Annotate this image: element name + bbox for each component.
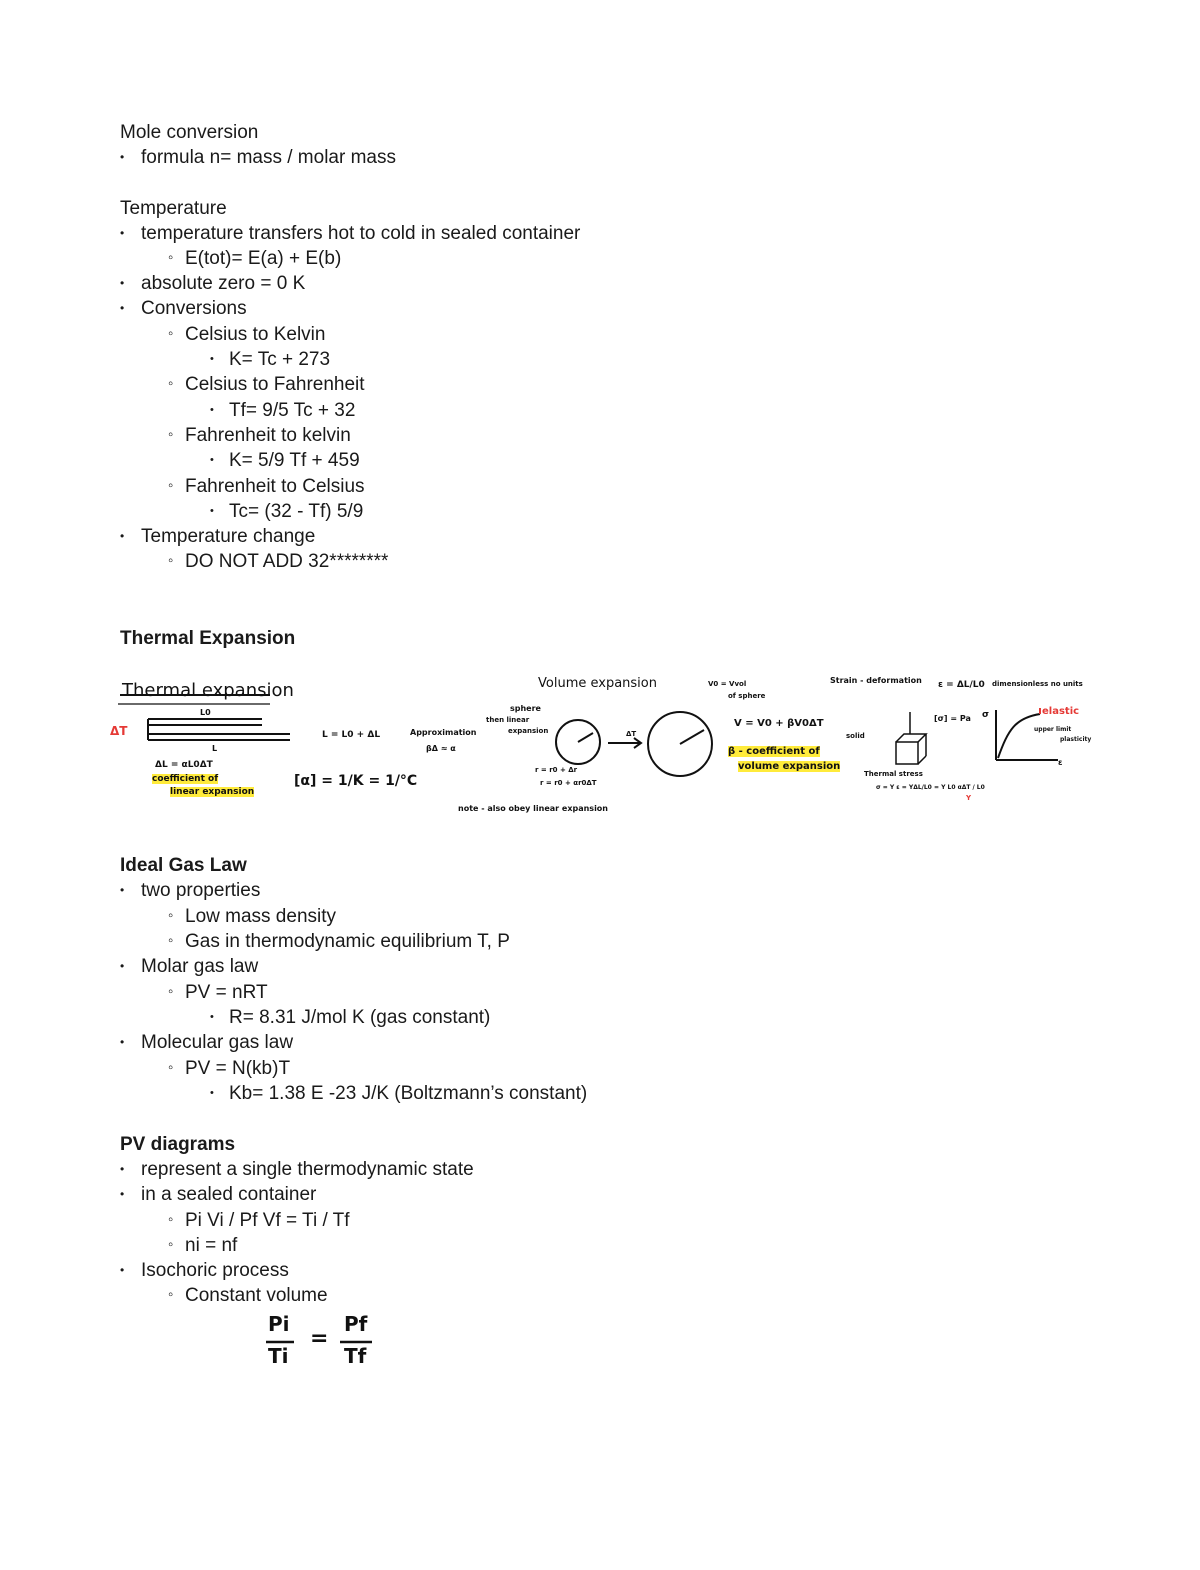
list-item: • Isochoric process (141, 1258, 289, 1283)
list-item: • R= 8.31 J/mol K (gas constant) (229, 1005, 490, 1030)
sketch-solid: solid (846, 732, 865, 740)
list-item: ◦ Celsius to Fahrenheit (185, 372, 365, 397)
sketch-sphere: sphere (510, 704, 541, 713)
sketch-sphere3: expansion (508, 727, 549, 735)
sketch-plastic2: plasticity (1060, 736, 1092, 743)
list-item: ◦ Low mass density (185, 904, 336, 929)
sketch-eq1: L = L0 + ΔL (322, 730, 381, 740)
thermal-expansion-sketch (0, 660, 1200, 830)
sketch-elastic: elastic (1042, 706, 1080, 717)
list-item: • Tf= 9/5 Tc + 32 (229, 398, 355, 423)
fraction-numerator-left: Pi (268, 1312, 290, 1336)
list-item: ◦ Fahrenheit to kelvin (185, 423, 351, 448)
list-item: ◦ ni = nf (185, 1233, 237, 1258)
sketch-sphere2: then linear (486, 716, 530, 724)
sketch-v0: V0 = Vvol (708, 680, 747, 688)
list-item: ◦ DO NOT ADD 32******** (185, 549, 388, 574)
section-title-pv: PV diagrams (120, 1134, 236, 1155)
fraction-equals: = (310, 1326, 329, 1351)
sketch-dl-eq: ΔL = αL0ΔT (155, 760, 213, 770)
sketch-title-volume: Volume expansion (538, 676, 657, 691)
sketch-beta: β - coefficient of (728, 746, 820, 757)
sketch-v0b: of sphere (728, 692, 766, 700)
sketch-dimless: dimensionless no units (992, 680, 1083, 688)
fraction-denominator-left: Ti (268, 1344, 289, 1368)
section-title-thermal: Thermal Expansion (120, 628, 296, 649)
list-item: ◦ Pi Vi / Pf Vf = Ti / Tf (185, 1208, 350, 1233)
sketch-stress: [σ] = Pa (934, 714, 971, 723)
list-item: • in a sealed container (141, 1182, 316, 1207)
sketch-sigma: σ (982, 710, 990, 720)
sketch-l0: L0 (200, 708, 211, 717)
sketch-veq: V = V0 + βV0ΔT (734, 718, 824, 729)
list-item: • Temperature change (141, 524, 315, 549)
sketch-coef2: linear expansion (170, 787, 255, 797)
sketch-plastic: upper limit (1034, 726, 1072, 733)
list-item: • K= Tc + 273 (229, 347, 330, 372)
sketch-approx2: βΔ ≈ α (426, 744, 456, 753)
list-item: ◦ E(tot)= E(a) + E(b) (185, 246, 341, 271)
isochoric-fraction (260, 1310, 390, 1374)
sketch-title-thermal: Thermal expansion (122, 680, 294, 701)
list-item: • Kb= 1.38 E -23 J/K (Boltzmann’s constant) (229, 1081, 587, 1106)
sketch-r1: r = r0 + Δr (535, 766, 578, 774)
list-item: ◦ PV = nRT (185, 980, 268, 1005)
sketch-coef: coefficient of (152, 774, 219, 784)
fraction-numerator-right: Pf (344, 1312, 368, 1336)
list-item: ◦ Fahrenheit to Celsius (185, 474, 365, 499)
list-item: ◦ Celsius to Kelvin (185, 322, 325, 347)
list-item: • Molar gas law (141, 954, 258, 979)
sketch-ts-y: Y (966, 794, 972, 802)
sketch-ts-eq: σ = Y ε = YΔL/L0 = Y L0 αΔT / L0 (876, 784, 985, 791)
list-item: • Molecular gas law (141, 1030, 293, 1055)
fraction-denominator-right: Tf (344, 1344, 367, 1368)
sketch-beta2: volume expansion (738, 761, 841, 772)
section-title-temperature: Temperature (120, 198, 227, 219)
list-item: ◦ PV = N(kb)T (185, 1056, 290, 1081)
sketch-units: [α] = 1/K = 1/°C (294, 773, 418, 789)
list-item: • absolute zero = 0 K (141, 271, 305, 296)
sketch-l: L (212, 744, 218, 753)
list-item: • Tc= (32 - Tf) 5/9 (229, 499, 363, 524)
list-item: ◦ Gas in thermodynamic equilibrium T, P (185, 929, 510, 954)
sketch-dt2: ΔT (626, 730, 637, 738)
section-title-mole: Mole conversion (120, 122, 259, 143)
sketch-approx: Approximation (410, 728, 477, 737)
section-title-ideal-gas: Ideal Gas Law (120, 855, 247, 876)
sketch-eps: ε = ΔL/L0 (938, 680, 985, 690)
list-item: • two properties (141, 878, 260, 903)
sketch-strain: Strain - deformation (830, 676, 922, 685)
list-item: ◦ Constant volume (185, 1283, 328, 1308)
list-item: • formula n= mass / molar mass (141, 145, 396, 170)
list-item: • K= 5/9 Tf + 459 (229, 448, 360, 473)
sketch-eps-axis: ε (1058, 758, 1063, 767)
sketch-also: note - also obey linear expansion (458, 804, 608, 813)
list-item: • temperature transfers hot to cold in sealed container (141, 221, 580, 246)
sketch-delta-t: ΔT (110, 724, 128, 738)
list-item: • Conversions (141, 296, 247, 321)
list-item: • represent a single thermodynamic state (141, 1157, 474, 1182)
sketch-r2: r = r0 + αr0ΔT (540, 779, 597, 787)
sketch-thermal-stress: Thermal stress (864, 770, 923, 778)
